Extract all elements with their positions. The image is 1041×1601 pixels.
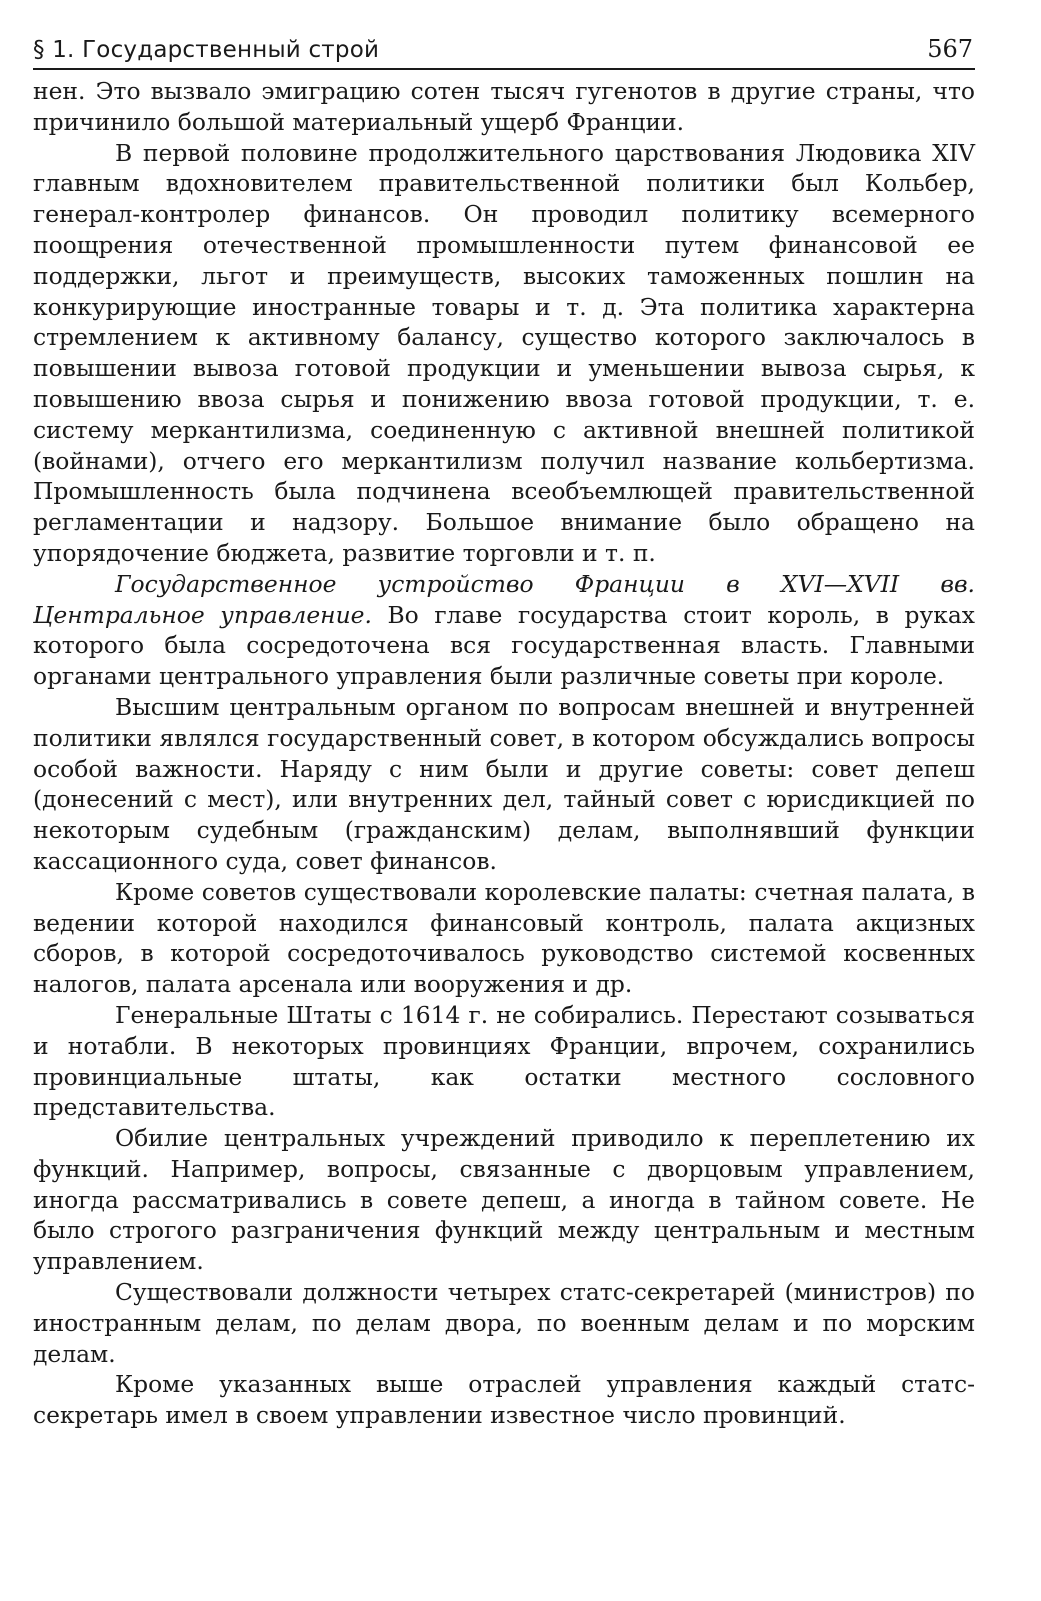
- paragraph-text: Обилие центральных учреждений приводило к переплетению их функций. Например, вопросы, связанные с дворцовым управлением, иногда рассматривались в совете депеш, а иногда в тайном совете. Не было строгого разграничения функций между центральным и местным управлением.: [33, 1124, 975, 1276]
- paragraph-text: Во главе государства стоит король, в руках которого была сосредоточена вся государственная власть. Главными органами центрального управления были различные советы при короле.: [33, 600, 975, 691]
- paragraph-text: Кроме указанных выше отраслей управления каждый статс-секретарь имел в своем управлении известное число провинций.: [33, 1370, 975, 1430]
- paragraph-4: [33, 692, 975, 877]
- paragraph-text: В первой половине продолжительного царствования Людовика XIV главным вдохновителем правительственной политики был Кольбер, генерал-контролер финансов. Он проводил политику всемерного поощрения отечественной промышленности путем финансовой ее поддержки, льгот и преимуществ, высоких таможенных пошлин на конкурирующие иностранные товары и т. д. Эта политика характерна стремлением к активному балансу, существо которого заключалось в повышении вывоза готовой продукции и уменьшении вывоза сырья, к повышению ввоза сырья и понижению ввоза готовой продукции, т. е. систему меркантилизма, соединенную с активной внешней политикой (войнами), отчего его меркантилизм получил название кольбертизма. Промышленность была подчинена всеобъемлющей правительственной регламентации и надзору. Большое внимание было обращено на упорядочение бюджета, развитие торговли и т. п.: [33, 138, 975, 567]
- paragraph-8: [33, 1277, 975, 1369]
- paragraph-text: Высшим центральным органом по вопросам внешней и внутренней политики являлся государственный совет, в котором обсуждались вопросы особой важности. Наряду с ним были и другие советы: совет депеш (донесений с мест), или внутренних дел, тайный совет с юрисдикцией по некоторым судебным (гражданским) делам, выполнявший функции кассационного суда, совет финансов.: [33, 692, 975, 875]
- section-title: § 1. Государственный строй: [33, 37, 380, 63]
- paragraph-text: Генеральные Штаты с 1614 г. не собирались. Перестают созываться и нотабли. В некоторых провинциях Франции, впрочем, сохранились провинциальные штаты, как остатки местного сословного представительства.: [33, 1000, 975, 1122]
- paragraph-5: [33, 877, 975, 1000]
- page-number: 567: [927, 35, 973, 63]
- paragraph-text: Существовали должности четырех статс-секретарей (министров) по иностранным делам, по делам двора, по военным делам и по морским делам.: [33, 1278, 975, 1368]
- body-text: [33, 76, 975, 1431]
- running-head: [33, 34, 975, 70]
- paragraph-9: [33, 1369, 975, 1431]
- paragraph-7: [33, 1123, 975, 1277]
- paragraph-2: [33, 138, 975, 569]
- paragraph-6: [33, 1000, 975, 1123]
- section-heading-inline: Государственное устройство Франции в XVI—XVII вв. Центральное управление.: [33, 569, 975, 629]
- paragraph-1: [33, 76, 975, 138]
- paragraph-3: [33, 569, 975, 692]
- paragraph-text: Кроме советов существовали королевские палаты: счетная палата, в ведении которой находился финансовый контроль, палата акцизных сборов, в которой сосредоточивалось руководство системой косвенных налогов, палата арсенала или вооружения и др.: [33, 877, 975, 999]
- paragraph-text: нен. Это вызвало эмиграцию сотен тысяч гугенотов в другие страны, что причинило большой материальный ущерб Франции.: [33, 77, 975, 136]
- book-page: [33, 34, 975, 1431]
